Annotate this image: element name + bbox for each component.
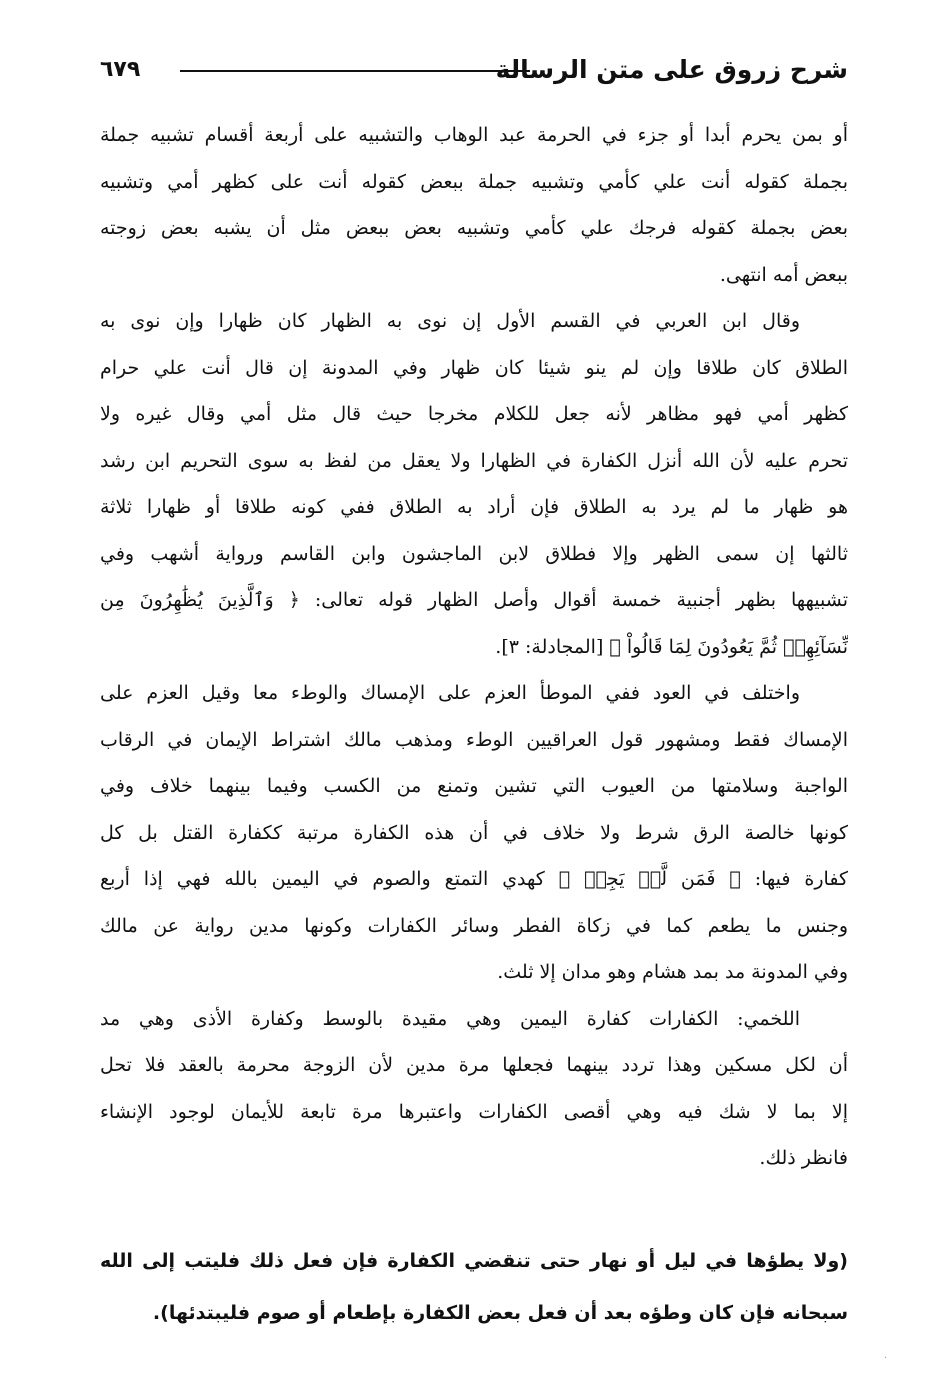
text-line: كظهر أمي فهو مظاهر لأنه جعل للكلام مخرجا حيث قال مثل أمي وقال غيره ولا — [100, 403, 848, 425]
margin-dot: · — [884, 1353, 888, 1364]
text-line: وجنس ما يطعم كما في زكاة الفطر وسائر الكفارات وكونها مدين رواية عن مالك — [100, 914, 848, 937]
text-line: نِّسَآئِهِمۡ ثُمَّ يَعُودُونَ لِمَا قَالُواْ ﴾ [المجادلة: ٣]. — [495, 635, 848, 658]
text-line: بعض بجملة كقوله فرجك علي كأمي وتشبيه بعض ببعض مثل أن يشبه بعض زوجته — [100, 217, 848, 239]
text-line: هو ظهار ما لم يرد به الطلاق فإن أراد به الطلاق ففي كونه طلاقا أو ظهارا ثلاثة — [100, 496, 848, 518]
text-line: واختلف في العود ففي الموطأ العزم على الإمساك والوطء معا وقيل العزم على — [100, 682, 800, 704]
text-line: فانظر ذلك. — [759, 1147, 848, 1169]
text-line: إلا بما لا شك فيه وهي أقصى الكفارات واعتبرها مرة تابعة للأيمان لوجود الإنشاء — [100, 1100, 848, 1123]
text-line: بجملة كقوله أنت علي كأمي وتشبيه جملة ببعض كقوله أنت على كظهر أمي وتشبيه — [100, 170, 848, 193]
matn-line: سبحانه فإن كان وطؤه بعد أن فعل بعض الكفارة بإطعام أو صوم فليبتدئها). — [152, 1302, 848, 1324]
matn-text — [100, 1235, 848, 1339]
text-line: الطلاق كان طلاقا وإن لم ينو شيئا كان ظهار وفي المدونة إن قال أنت علي حرام — [100, 356, 848, 379]
text-line: وقال ابن العربي في القسم الأول إن نوى به الظهار كان ظهارا وإن نوى به — [100, 310, 800, 332]
text-line: كونها خالصة الرق شرط ولا خلاف في أن هذه الكفارة مرتبة ككفارة القتل بل كل — [100, 821, 848, 844]
text-line: الإمساك فقط ومشهور قول العراقيين الوطء ومذهب مالك اشتراط الإيمان في الرقاب — [100, 728, 848, 751]
text-line: ببعض أمه انتهى. — [719, 263, 848, 286]
header-rule — [180, 70, 530, 72]
text-line: الواجبة وسلامتها من العيوب التي تشين وتمنع من الكسب وفيما بينهما خلاف وفي — [100, 775, 848, 797]
text-line: ثالثها إن سمى الظهر وإلا فطلاق لابن الماجشون وابن القاسم ورواية أشهب وفي — [100, 542, 848, 565]
text-line: تشبيهها بظهر أجنبية خمسة أقوال وأصل الظهار قوله تعالى: ﴿ وَٱلَّذِينَ يُظَٰهِرُونَ مِن — [100, 589, 848, 611]
matn-line: (ولا يطؤها في ليل أو نهار حتى تنقضي الكفارة فإن فعل ذلك فليتب إلى الله — [100, 1250, 848, 1272]
book-title: شرح زروق على متن الرسالة — [495, 55, 848, 84]
page-header — [100, 50, 848, 94]
page-number: ٦٧٩ — [100, 57, 141, 82]
text-line: أو بمن يحرم أبدا أو جزء في الحرمة عبد الوهاب والتشبيه على أربعة أقسام تشبيه جملة — [100, 124, 848, 146]
text-line: اللخمي: الكفارات كفارة اليمين وهي مقيدة بالوسط وكفارة الأذى وهي مد — [100, 1007, 800, 1030]
text-line: وفي المدونة مد بمد هشام وهو مدان إلا ثلث. — [497, 961, 848, 983]
text-line: أن لكل مسكين وهذا تردد بينهما فجعلها مرة مدين لأن الزوجة محرمة بالعقد فلا تحل — [100, 1054, 848, 1076]
text-line: كفارة فيها: ﴿ فَمَن لَّمۡ يَجِدۡ ﴾ كهدي التمتع والصوم في اليمين بالله فهي إذا أربع — [100, 868, 848, 890]
text-line: تحرم عليه لأن الله أنزل الكفارة في الظهارا ولا يعقل من لفظ به سوى التحريم ابن رشد — [100, 449, 848, 472]
commentary-text — [100, 112, 848, 1182]
